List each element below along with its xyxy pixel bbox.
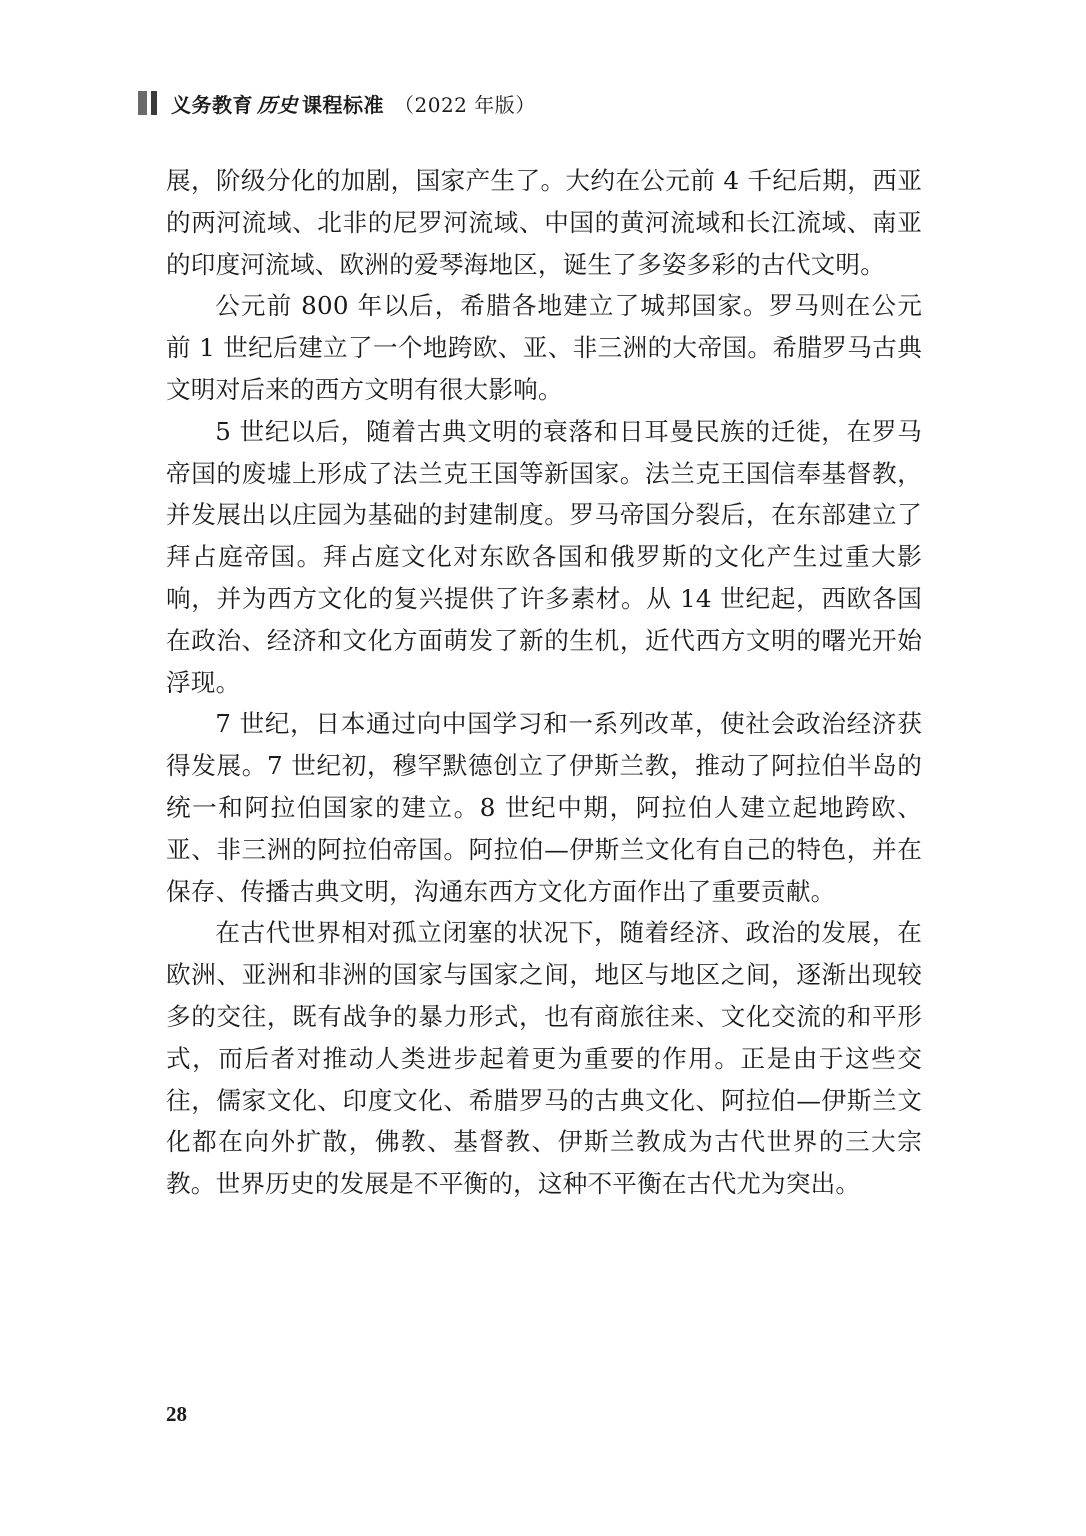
running-header xyxy=(138,86,536,120)
paragraph: 公元前 800 年以后，希腊各地建立了城邦国家。罗马则在公元前 1 世纪后建立了一个地跨欧、亚、非三洲的大帝国。希腊罗马古典文明对后来的西方文明有很大影响。 xyxy=(166,291,922,404)
paragraph: 在古代世界相对孤立闭塞的状况下，随着经济、政治的发展，在欧洲、亚洲和非洲的国家与国家之间，地区与地区之间，逐渐出现较多的交往，既有战争的暴力形式，也有商旅往来、文化交流的和平形式，而后者对推动人类进步起着更为重要的作用。正是由于这些交往，儒家文化、印度文化、希腊罗马的古典文化、阿拉伯—伊斯兰文化都在向外扩散，佛教、基督教、伊斯兰教成为古代世界的三大宗教。世界历史的发展是不平衡的，这种不平衡在古代尤为突出。 xyxy=(166,918,922,1199)
header-subject: 历史 xyxy=(257,92,298,117)
header-marker-bar xyxy=(138,91,147,115)
page-number: 28 xyxy=(166,1402,187,1426)
header-title-prefix: 义务教育 xyxy=(171,92,253,117)
paragraph: 7 世纪，日本通过向中国学习和一系列改革，使社会政治经济获得发展。7 世纪初，穆罕默德创立了伊斯兰教，推动了阿拉伯半岛的统一和阿拉伯国家的建立。8 世纪中期，阿拉伯人建立起地跨欧、亚、非三洲的阿拉伯帝国。阿拉伯—伊斯兰文化有自己的特色，并在保存、传播古典文明，沟通东西方文化方面作出了重要贡献。 xyxy=(166,709,922,906)
body-text xyxy=(166,160,922,1205)
paragraph-continued: 展，阶级分化的加剧，国家产生了。大约在公元前 4 千纪后期，西亚的两河流域、北非的尼罗河流域、中国的黄河流域和长江流域、南亚的印度河流域、欧洲的爱琴海地区，诞生了多姿多彩的古代文明。 xyxy=(166,166,922,279)
header-title-suffix: 课程标准 xyxy=(302,92,384,117)
header-edition: （2022 年版） xyxy=(394,92,536,117)
header-title xyxy=(171,89,536,118)
header-marker-bar xyxy=(151,91,157,115)
paragraph: 5 世纪以后，随着古典文明的衰落和日耳曼民族的迁徙，在罗马帝国的废墟上形成了法兰克王国等新国家。法兰克王国信奉基督教，并发展出以庄园为基础的封建制度。罗马帝国分裂后，在东部建立了拜占庭帝国。拜占庭文化对东欧各国和俄罗斯的文化产生过重大影响，并为西方文化的复兴提供了许多素材。从 14 世纪起，西欧各国在政治、经济和文化方面萌发了新的生机，近代西方文明的曙光开始浮现。 xyxy=(166,416,922,697)
